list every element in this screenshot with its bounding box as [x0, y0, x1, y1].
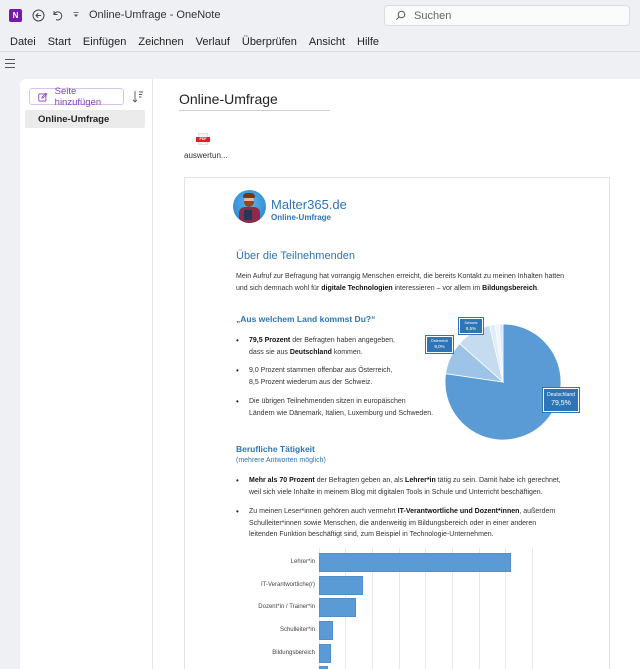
- page-title[interactable]: Online-Umfrage: [179, 91, 330, 111]
- page-list: [20, 79, 153, 669]
- search-input[interactable]: [384, 5, 630, 26]
- occupation-bar-chart: [185, 548, 610, 669]
- bullet-it-lecturers: • Zu meinen Leser*innen gehören auch vermehrt IT-Verantwortliche und Dozent*innen, außerdem Schulleiter*innen sowie Menschen, die anderweitig im Bildungsbereich oder in einer anderen leitenden Funktion beschäftigt sind, zum Beispiel in Technologie-Unternehmen.: [236, 506, 555, 541]
- navigation-menu-icon[interactable]: [5, 59, 15, 69]
- brand-title: Malter365.de: [271, 197, 347, 212]
- bar-row-it: IT-Verantwortliche(r): [185, 576, 610, 596]
- menu-ueberpruefen[interactable]: Überprüfen: [241, 35, 297, 48]
- intro-paragraph: Mein Aufruf zur Befragung hat vorrangig Menschen erreicht, die bereits Kontakt zu meinen Inhalten hatten und sich demnach wohl für digitale Technologien interessieren – vor allem im Bildungsbereich.: [236, 273, 565, 292]
- bullet-other-countries: • Die übrigen Teilnehmenden sitzen in europäischen Ländern wie Dänemark, Italien, Luxemburg und Schweden.: [236, 396, 433, 419]
- bar-lehrer: [319, 553, 511, 572]
- pie-label-schweiz: Schweiz 8,5%: [459, 318, 483, 334]
- search-icon: [395, 10, 406, 21]
- menu-hilfe[interactable]: Hilfe: [357, 35, 380, 48]
- quick-access-chevron-down-icon[interactable]: [68, 7, 84, 23]
- pie-label-oesterreich: Österreich 9,0%: [426, 336, 453, 353]
- pdf-printout[interactable]: [184, 177, 610, 669]
- add-page-label: Seite hinzufügen: [54, 85, 102, 108]
- attachment-filename: auswertun...: [184, 151, 228, 160]
- section-heading-occupation: Berufliche Tätigkeit: [236, 444, 315, 454]
- title-bar: [0, 0, 640, 32]
- pdf-file-icon: PDF: [196, 133, 210, 145]
- author-avatar: [233, 190, 266, 223]
- pie-label-deutschland: Deutschland 79,5%: [543, 388, 579, 412]
- menu-datei[interactable]: Datei: [10, 35, 36, 48]
- menu-ansicht[interactable]: Ansicht: [308, 35, 345, 48]
- bar-row-dozent: Dozent*in / Trainer*in: [185, 598, 610, 618]
- ribbon-menu-bar: [0, 32, 640, 52]
- page-item-online-umfrage[interactable]: [25, 110, 145, 128]
- bar-it: [319, 576, 363, 595]
- brand-subtitle: Online-Umfrage: [271, 213, 332, 222]
- bar-schulleiter: [319, 621, 333, 640]
- bar-row-bildungsbereich: Bildungsbereich: [185, 644, 610, 664]
- bullet-teachers: • Mehr als 70 Prozent der Befragten geben an, als Lehrer*in tätig zu sein. Damit habe ich gerechnet, weil sich viele Inhalte in meinem Blog mit digitalen Tools in Schule und Unterricht beschäftigen.: [236, 475, 561, 498]
- country-pie-chart: [423, 316, 575, 440]
- menu-einfuegen[interactable]: Einfügen: [82, 35, 127, 48]
- search-placeholder: Suchen: [414, 9, 452, 22]
- bar-row-schulleiter: Schulleiter*in: [185, 621, 610, 641]
- add-page-button[interactable]: [29, 85, 124, 108]
- onenote-icon: N: [9, 9, 22, 22]
- bullet-germany: • 79,5 Prozent der Befragten haben angegeben, dass sie aus Deutschland kommen.: [236, 335, 395, 358]
- section-heading-participants: Über die Teilnehmenden: [236, 250, 356, 262]
- bar-row-lehrer: Lehrer*in: [185, 553, 610, 573]
- menu-zeichnen[interactable]: Zeichnen: [138, 35, 184, 48]
- section-subheading-occupation: (mehrere Antworten möglich): [236, 457, 326, 464]
- menu-start[interactable]: Start: [47, 35, 71, 48]
- bar-dozent: [319, 598, 356, 617]
- section-heading-country: „Aus welchem Land kommst Du?“: [236, 314, 376, 324]
- sort-icon[interactable]: [132, 90, 144, 104]
- undo-icon[interactable]: [49, 7, 65, 23]
- bullet-austria-switzerland: • 9,0 Prozent stammen offenbar aus Österreich, 8,5 Prozent wiederum aus der Schweiz.: [236, 365, 392, 388]
- window-title: Online-Umfrage - OneNote: [89, 9, 221, 21]
- pdf-attachment[interactable]: [184, 130, 234, 164]
- new-page-icon: [38, 92, 48, 102]
- back-arrow-icon[interactable]: [30, 7, 46, 23]
- page-item-label: Online-Umfrage: [38, 113, 110, 125]
- bar-bildungsbereich: [319, 644, 331, 663]
- menu-verlauf[interactable]: Verlauf: [195, 35, 230, 48]
